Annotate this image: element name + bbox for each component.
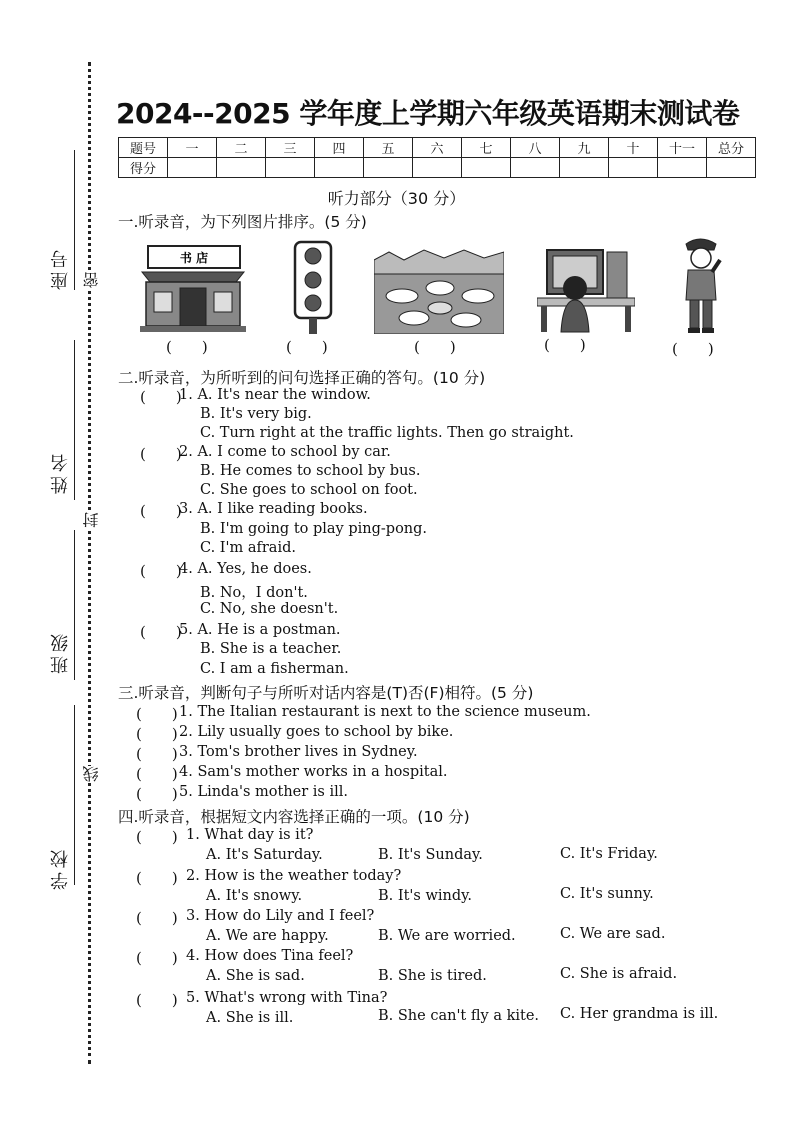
section2-title: 二.听录音，为所听到的问句选择正确的答句。(10 分) bbox=[118, 369, 486, 387]
picture-answer-paren[interactable]: ( ) bbox=[544, 336, 586, 354]
option-b: B. It's Sunday. bbox=[378, 847, 483, 863]
option-b: B. She can't fly a kite. bbox=[378, 1008, 540, 1024]
seal-xian: 线 bbox=[82, 766, 101, 782]
answer-paren[interactable]: ( ) bbox=[136, 991, 178, 1009]
answer-paren[interactable]: ( ) bbox=[136, 869, 178, 887]
score-cell[interactable] bbox=[168, 158, 217, 178]
option-c: C. It's Friday. bbox=[560, 846, 658, 862]
girl-at-computer-icon bbox=[537, 246, 635, 334]
answer-paren[interactable]: ( ) bbox=[136, 828, 178, 846]
tf-answer-paren[interactable]: ( ) bbox=[136, 705, 178, 723]
score-cell[interactable] bbox=[364, 158, 413, 178]
score-cell[interactable] bbox=[560, 158, 609, 178]
score-row-label: 得分 bbox=[119, 158, 168, 178]
question-line: 1. A. It's near the window. bbox=[179, 387, 371, 403]
score-header-cell: 八 bbox=[511, 138, 560, 158]
option-line: B. She is a teacher. bbox=[200, 641, 342, 657]
option-line: C. I'm afraid. bbox=[200, 540, 296, 556]
score-cell[interactable] bbox=[315, 158, 364, 178]
option-line: C. I am a fisherman. bbox=[200, 661, 349, 677]
option-c: C. It's sunny. bbox=[560, 886, 654, 902]
option-a: A. We are happy. bbox=[206, 928, 329, 944]
tf-statement: 1. The Italian restaurant is next to the science museum. bbox=[179, 704, 591, 720]
question-line: 2. A. I come to school by car. bbox=[179, 444, 391, 460]
seat-blank[interactable] bbox=[74, 150, 75, 290]
school-label: 学校 bbox=[50, 846, 71, 890]
score-cell[interactable] bbox=[413, 158, 462, 178]
score-cell[interactable] bbox=[266, 158, 315, 178]
score-table bbox=[118, 137, 756, 178]
question-line: 4. A. Yes, he does. bbox=[179, 561, 312, 577]
answer-paren[interactable]: ( ) bbox=[140, 388, 182, 406]
option-line: C. She goes to school on foot. bbox=[200, 482, 418, 498]
binding-dotted-line bbox=[88, 62, 91, 1064]
tf-statement: 3. Tom's brother lives in Sydney. bbox=[179, 744, 418, 760]
option-b: B. It's windy. bbox=[378, 888, 473, 904]
question-line: 5. A. He is a postman. bbox=[179, 622, 341, 638]
school-blank[interactable] bbox=[74, 705, 75, 885]
section4-title: 四.听录音，根据短文内容选择正确的一项。(10 分) bbox=[118, 808, 470, 826]
score-header-cell: 总分 bbox=[707, 138, 756, 158]
page-title: 2024--2025 学年度上学期六年级英语期末测试卷 bbox=[116, 97, 740, 130]
question-line: 3. How do Lily and I feel? bbox=[186, 908, 375, 924]
tf-answer-paren[interactable]: ( ) bbox=[136, 745, 178, 763]
tf-statement: 5. Linda's mother is ill. bbox=[179, 784, 348, 800]
score-value-row bbox=[119, 158, 756, 178]
picture-answer-paren[interactable]: ( ) bbox=[166, 338, 208, 356]
picture-answer-paren[interactable]: ( ) bbox=[286, 338, 328, 356]
answer-paren[interactable]: ( ) bbox=[140, 445, 182, 463]
seat-label: 座号 bbox=[50, 246, 71, 290]
option-line: B. No，I don't. bbox=[200, 585, 308, 601]
question-line: 5. What's wrong with Tina? bbox=[186, 990, 388, 1006]
score-cell[interactable] bbox=[217, 158, 266, 178]
question-line: 4. How does Tina feel? bbox=[186, 948, 354, 964]
option-a: A. It's snowy. bbox=[206, 888, 303, 904]
score-header-cell: 三 bbox=[266, 138, 315, 158]
tf-statement: 2. Lily usually goes to school by bike. bbox=[179, 724, 454, 740]
seal-feng: 封 bbox=[82, 512, 101, 528]
score-header-cell: 四 bbox=[315, 138, 364, 158]
class-label: 班级 bbox=[50, 630, 71, 674]
option-line: C. Turn right at the traffic lights. Then go straight. bbox=[200, 425, 574, 441]
score-header-cell: 二 bbox=[217, 138, 266, 158]
option-a: A. She is ill. bbox=[206, 1010, 294, 1026]
score-cell[interactable] bbox=[609, 158, 658, 178]
section3-title: 三.听录音，判断句子与所听对话内容是(T)否(F)相符。(5 分) bbox=[118, 684, 534, 702]
option-a: A. She is sad. bbox=[206, 968, 305, 984]
score-header-cell: 七 bbox=[462, 138, 511, 158]
picture-answer-paren[interactable]: ( ) bbox=[414, 338, 456, 356]
question-line: 2. How is the weather today? bbox=[186, 868, 402, 884]
answer-paren[interactable]: ( ) bbox=[140, 502, 182, 520]
bookstore-sign: 书 店 bbox=[179, 251, 209, 265]
answer-paren[interactable]: ( ) bbox=[136, 949, 178, 967]
score-header-cell: 六 bbox=[413, 138, 462, 158]
score-header-row bbox=[119, 138, 756, 158]
section1-title: 一.听录音，为下列图片排序。(5 分) bbox=[118, 213, 367, 231]
option-a: A. It's Saturday. bbox=[206, 847, 323, 863]
answer-paren[interactable]: ( ) bbox=[140, 562, 182, 580]
tf-answer-paren[interactable]: ( ) bbox=[136, 785, 178, 803]
option-line: B. It's very big. bbox=[200, 406, 312, 422]
score-header-cell: 一 bbox=[168, 138, 217, 158]
tf-answer-paren[interactable]: ( ) bbox=[136, 725, 178, 743]
score-cell[interactable] bbox=[511, 158, 560, 178]
answer-paren[interactable]: ( ) bbox=[140, 623, 182, 641]
option-b: B. We are worried. bbox=[378, 928, 516, 944]
name-label: 姓名 bbox=[50, 450, 71, 494]
score-cell[interactable] bbox=[707, 158, 756, 178]
score-header-cell: 九 bbox=[560, 138, 609, 158]
traffic-light-icon bbox=[291, 240, 335, 335]
option-line: B. I'm going to play ping-pong. bbox=[200, 521, 428, 537]
option-c: C. We are sad. bbox=[560, 926, 666, 942]
question-line: 1. What day is it? bbox=[186, 827, 314, 843]
option-line: C. No, she doesn't. bbox=[200, 601, 339, 617]
police-officer-icon bbox=[678, 234, 724, 334]
score-header-cell: 题号 bbox=[119, 138, 168, 158]
class-blank[interactable] bbox=[74, 530, 75, 680]
tf-answer-paren[interactable]: ( ) bbox=[136, 765, 178, 783]
answer-paren[interactable]: ( ) bbox=[136, 909, 178, 927]
bookstore-icon bbox=[140, 242, 246, 334]
score-cell[interactable] bbox=[658, 158, 707, 178]
option-c: C. Her grandma is ill. bbox=[560, 1006, 719, 1022]
option-b: B. She is tired. bbox=[378, 968, 487, 984]
option-c: C. She is afraid. bbox=[560, 966, 678, 982]
score-cell[interactable] bbox=[462, 158, 511, 178]
seal-mi: 密 bbox=[82, 272, 101, 288]
score-header-cell: 十 bbox=[609, 138, 658, 158]
score-header-cell: 五 bbox=[364, 138, 413, 158]
food-table-icon bbox=[374, 246, 504, 334]
option-line: B. He comes to school by bus. bbox=[200, 463, 421, 479]
picture-answer-paren[interactable]: ( ) bbox=[672, 340, 714, 358]
score-header-cell: 十一 bbox=[658, 138, 707, 158]
listening-part-title: 听力部分（30 分） bbox=[327, 189, 466, 208]
name-blank[interactable] bbox=[74, 340, 75, 500]
question-line: 3. A. I like reading books. bbox=[179, 501, 368, 517]
tf-statement: 4. Sam's mother works in a hospital. bbox=[179, 764, 448, 780]
